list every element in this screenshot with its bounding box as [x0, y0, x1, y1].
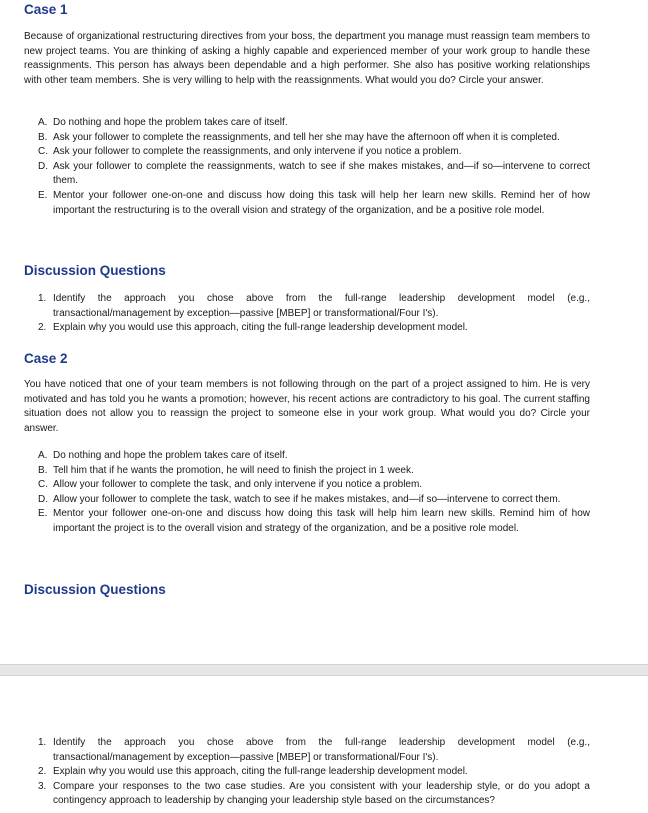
option-marker: D. — [38, 160, 48, 172]
discussion-2-question-2 — [38, 765, 590, 780]
option-marker: A. — [38, 117, 48, 128]
discussion-2-question-3 — [38, 780, 590, 809]
page-break-separator — [0, 664, 648, 676]
question-marker: 2. — [38, 766, 47, 778]
option-text: Mentor your follower one-on-one and discuss how doing this task will help her learn new skills. Remind her of how important the restructuring is to the overall vision and strategy of the organization, and be a positive role model. — [53, 189, 590, 216]
case-1-option-d[interactable] — [38, 160, 590, 189]
option-marker: B. — [38, 131, 48, 143]
option-text: Allow your follower to complete the task, watch to see if he makes mistakes, and—if so—intervene to correct them. — [53, 493, 561, 505]
question-text: Explain why you would use this approach, citing the full-range leadership development model. — [53, 766, 468, 778]
case-2-option-d[interactable] — [38, 493, 590, 508]
discussion-2-question-1 — [38, 736, 590, 765]
discussion-2-title: Discussion Questions — [24, 582, 166, 597]
option-text: Tell him that if he wants the promotion, he will need to finish the project in 1 week. — [53, 464, 414, 476]
option-text: Ask your follower to complete the reassignments, and tell her she may have the afternoon off when it is completed. — [53, 131, 560, 143]
option-text: Allow your follower to complete the task, and only intervene if you notice a problem. — [53, 479, 423, 491]
question-text: Compare your responses to the two case studies. Are you consistent with your leadership style, or do you adopt a contingency approach to leadership by changing your leadership style based on the circumstances? — [53, 780, 590, 807]
discussion-2-questions — [38, 736, 590, 809]
discussion-1-title: Discussion Questions — [24, 263, 166, 278]
option-text: Ask your follower to complete the reassignments, and only intervene if you notice a problem. — [53, 146, 462, 158]
case-1-option-a[interactable] — [38, 116, 590, 131]
question-marker: 3. — [38, 780, 47, 792]
case-2-paragraph: You have noticed that one of your team members is not following through on the part of a project assigned to him. He is very motivated and has told you he wants a promotion; however, his recent actions are contradictory to his goal. The current staffing situation does not allow you to reassign the project to someone else in your work group. What would you do? Circle your answer. — [24, 379, 590, 434]
case-1-option-e[interactable] — [38, 189, 590, 218]
option-text: Do nothing and hope the problem takes care of itself. — [53, 117, 288, 128]
case-1-paragraph: Because of organizational restructuring directives from your boss, the department you manage must reassign team members to new project teams. You are thinking of asking a highly capable and experienced member of your work group to handle these reassignments. This person has always been dependable and a high performer. She also has positive working relationships with other team members. She is very willing to help with the reassignments. What would you do? Circle your answer. — [24, 31, 590, 86]
option-marker: B. — [38, 464, 48, 476]
option-marker: A. — [38, 450, 48, 461]
question-marker: 2. — [38, 322, 47, 334]
case-2-option-e[interactable] — [38, 507, 590, 536]
discussion-1-question-1 — [38, 292, 590, 321]
case-2-option-a[interactable] — [38, 449, 590, 464]
option-marker: C. — [38, 479, 48, 491]
case-1-options-list — [38, 116, 590, 218]
document-page-2 — [0, 677, 648, 813]
case-1-option-b[interactable] — [38, 131, 590, 146]
option-text: Mentor your follower one-on-one and discuss how doing this task will help him learn new skills. Remind him of how important the project is to the overall vision and strategy of the organization, and be a positive role model. — [53, 508, 590, 534]
option-marker: D. — [38, 493, 48, 505]
question-text: Identify the approach you chose above from the full-range leadership development model (e.g., transactional/management by exception—passive [MBEP] or transformational/Four I's). — [53, 293, 590, 319]
case-2-options-list — [38, 449, 590, 537]
case-1-option-c[interactable] — [38, 145, 590, 160]
case-1-title: Case 1 — [24, 2, 68, 17]
discussion-1-question-2 — [38, 321, 590, 336]
option-marker: E. — [38, 508, 48, 520]
case-2-title: Case 2 — [24, 351, 68, 366]
option-marker: E. — [38, 189, 48, 201]
question-marker: 1. — [38, 293, 47, 304]
option-text: Ask your follower to complete the reassignments, watch to see if she makes mistakes, and—if so—intervene to correct them. — [53, 160, 590, 187]
case-2-option-c[interactable] — [38, 478, 590, 493]
option-text: Do nothing and hope the problem takes care of itself. — [53, 450, 288, 461]
question-text: Explain why you would use this approach, citing the full-range leadership development model. — [53, 322, 468, 334]
option-marker: C. — [38, 146, 48, 158]
question-text: Identify the approach you chose above from the full-range leadership development model (e.g., transactional/management by exception—passive [MBEP] or transformational/Four I's). — [53, 737, 590, 763]
discussion-1-questions — [38, 292, 590, 336]
case-2-option-b[interactable] — [38, 464, 590, 479]
question-marker: 1. — [38, 737, 47, 748]
